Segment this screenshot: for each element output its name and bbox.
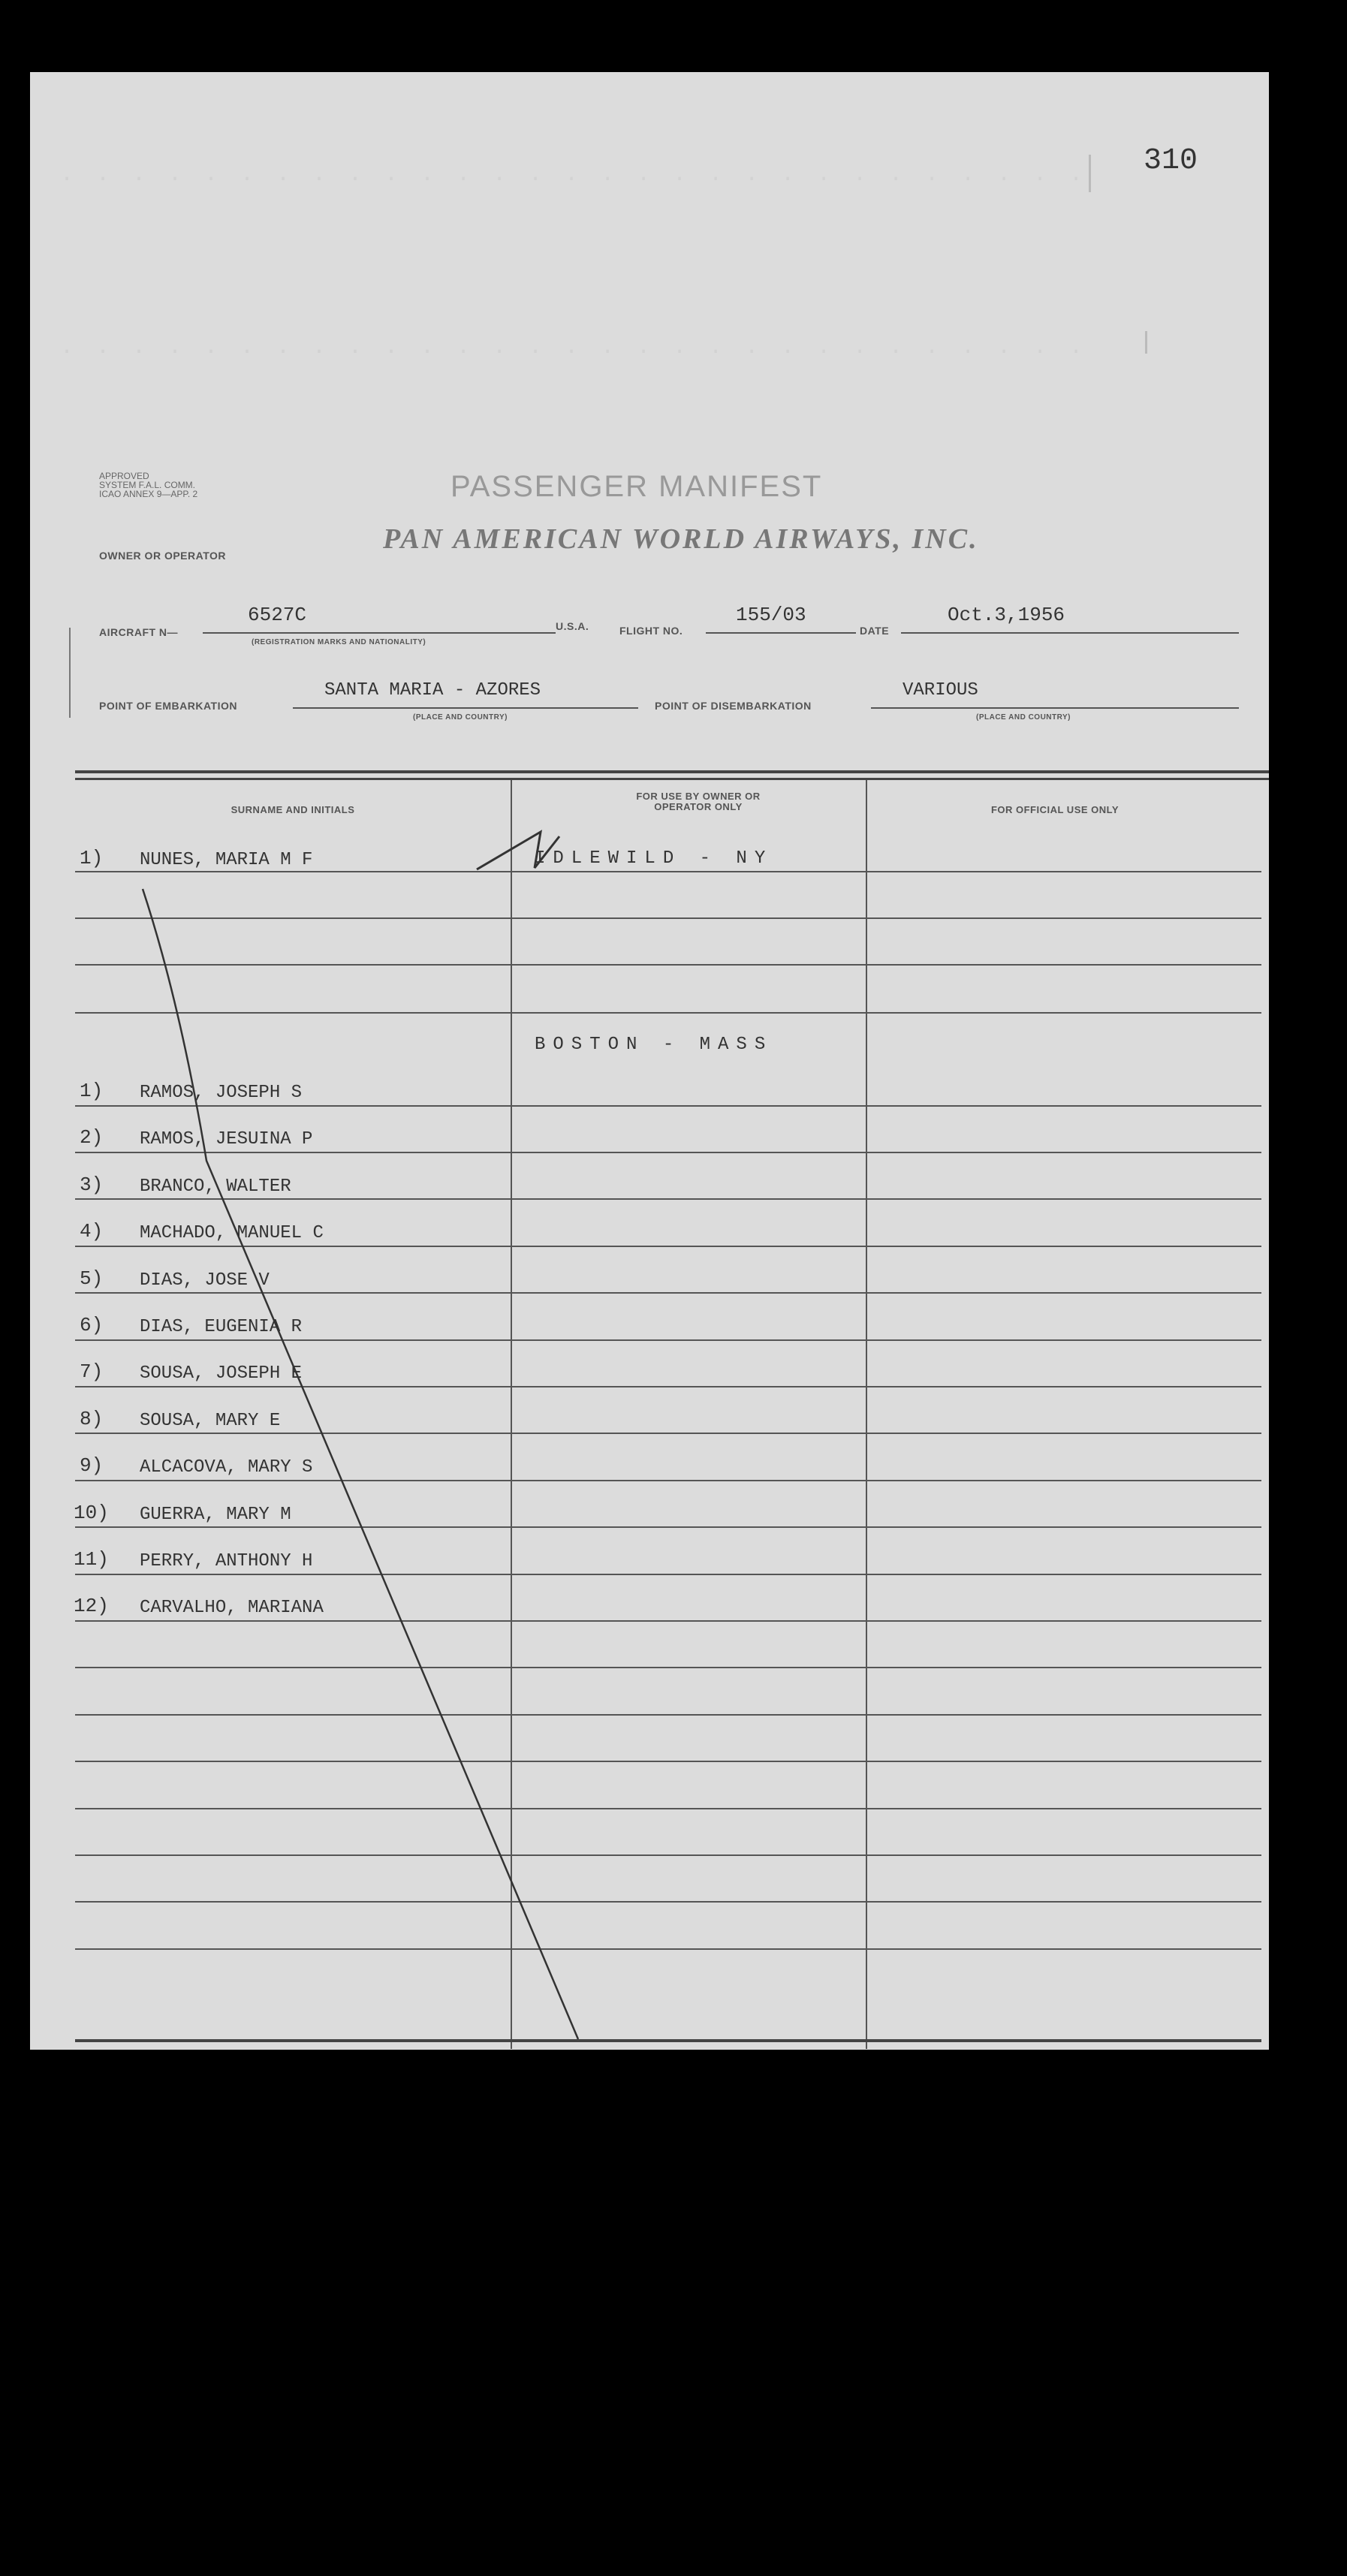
passenger-number: 12) [74, 1595, 109, 1617]
passenger-number: 1) [80, 847, 104, 869]
embarkation-value: SANTA MARIA - AZORES [324, 680, 541, 700]
date-value: Oct.3,1956 [948, 604, 1065, 626]
passenger-name: RAMOS, JESUINA P [140, 1129, 313, 1149]
disembarkation-caption: (PLACE AND COUNTRY) [976, 713, 1071, 722]
destination-boston: BOSTON - MASS [535, 1035, 773, 1055]
passenger-name: MACHADO, MANUEL C [140, 1223, 324, 1243]
form-title: PASSENGER MANIFEST [451, 470, 823, 503]
nationality: U.S.A. [556, 620, 589, 632]
passenger-name: RAMOS, JOSEPH S [140, 1083, 303, 1103]
passenger-name: SOUSA, MARY E [140, 1411, 281, 1431]
approval-note: APPROVED SYSTEM F.A.L. COMM. ICAO ANNEX 9—APP. 2 [99, 471, 198, 499]
passenger-number: 3) [80, 1174, 104, 1196]
passenger-number: 7) [80, 1360, 104, 1383]
passenger-number: 5) [80, 1267, 104, 1290]
header-owner-use: FOR USE BY OWNER OR OPERATOR ONLY [636, 791, 761, 812]
passenger-number: 8) [80, 1408, 104, 1430]
bleed-through-text: . . . . . . . . . . . . . . . . . . . . . . . . . . . . . [60, 162, 1088, 188]
aircraft-label: AIRCRAFT N— [99, 626, 179, 638]
passenger-name: GUERRA, MARY M [140, 1505, 291, 1525]
header-official-use: FOR OFFICIAL USE ONLY [990, 804, 1119, 815]
manifest-sheet [30, 72, 1269, 2050]
passenger-name: DIAS, EUGENIA R [140, 1317, 303, 1337]
header-surname: SURNAME AND INITIALS [231, 804, 355, 815]
check-mark [477, 832, 559, 869]
handwritten-strike-line [30, 72, 1269, 2050]
flight-value: 155/03 [736, 604, 806, 626]
passenger-number: 1) [80, 1080, 104, 1102]
passenger-name: NUNES, MARIA M F [140, 850, 313, 870]
diagonal-strike [143, 889, 578, 2039]
passenger-number: 9) [80, 1454, 104, 1477]
passenger-number: 11) [74, 1548, 109, 1571]
bleed-through-text: . . . . . . . . . . . . . . . . . . . . . . . . . . . . . [60, 335, 1088, 360]
destination-idlewild: IDLEWILD - NY [535, 848, 773, 869]
flight-label: FLIGHT NO. [619, 625, 683, 637]
embarkation-caption: (PLACE AND COUNTRY) [413, 713, 508, 722]
table-bottom-rule [75, 2039, 1261, 2042]
date-label: DATE [860, 625, 890, 637]
passenger-number: 10) [74, 1502, 109, 1524]
passenger-name: DIAS, JOSE V [140, 1270, 270, 1291]
passenger-name: SOUSA, JOSEPH E [140, 1363, 303, 1384]
disembarkation-value: VARIOUS [903, 680, 978, 700]
aircraft-caption: (REGISTRATION MARKS AND NATIONALITY) [252, 638, 426, 646]
passenger-name: PERRY, ANTHONY H [140, 1551, 313, 1571]
passenger-number: 2) [80, 1126, 104, 1149]
embarkation-label: POINT OF EMBARKATION [99, 700, 237, 712]
owner-label: OWNER OR OPERATOR [99, 550, 226, 562]
passenger-name: BRANCO, WALTER [140, 1177, 291, 1197]
page-number: 310 [1144, 144, 1198, 178]
disembarkation-label: POINT OF DISEMBARKATION [655, 700, 812, 712]
passenger-number: 4) [80, 1220, 104, 1243]
passenger-name: CARVALHO, MARIANA [140, 1598, 324, 1618]
operator-name: PAN AMERICAN WORLD AIRWAYS, INC. [383, 523, 979, 555]
aircraft-value: 6527C [248, 604, 307, 626]
passenger-number: 6) [80, 1314, 104, 1336]
passenger-name: ALCACOVA, MARY S [140, 1457, 313, 1478]
